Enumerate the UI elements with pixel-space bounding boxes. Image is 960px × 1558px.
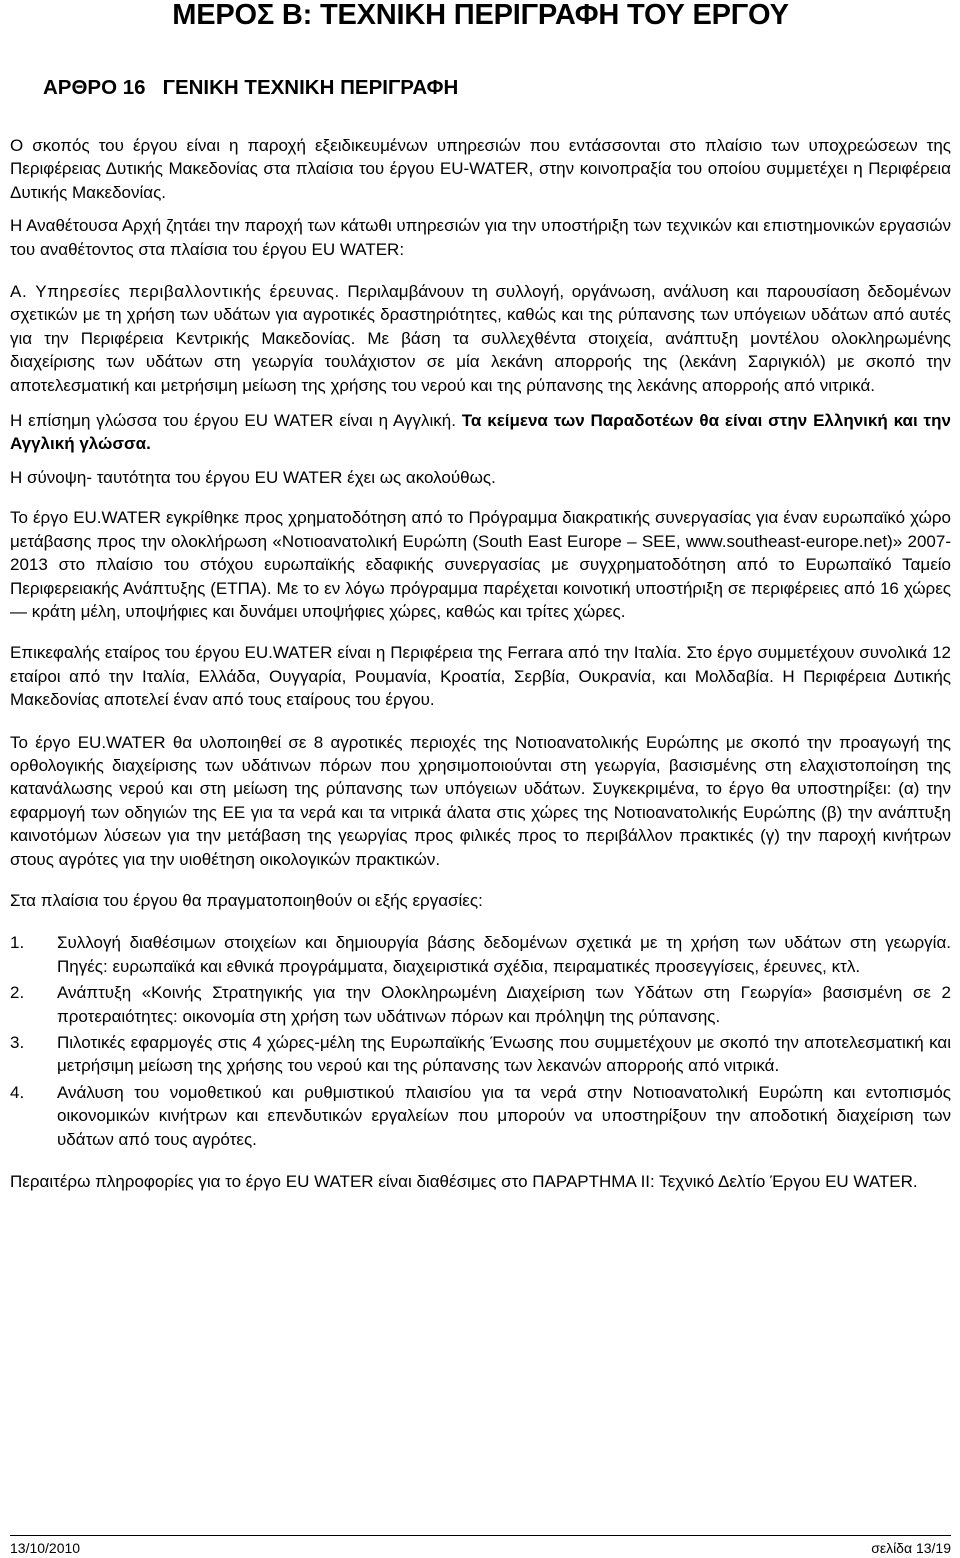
section-a-paragraph bbox=[10, 280, 951, 397]
footer-date: 13/10/2010 bbox=[10, 1540, 81, 1556]
part-title: ΜΕΡΟΣ Β: ΤΕΧΝΙΚΗ ΠΕΡΙΓΡΑΦΗ ΤΟΥ ΕΡΓΟΥ bbox=[172, 0, 789, 31]
intro-paragraph: Ο σκοπός του έργου είναι η παροχή εξειδικευμένων υπηρεσιών που εντάσσονται στο πλαίσιο των υποχρεώσεων της Περιφέρειας Δυτικής Μακεδονίας στα πλαίσια του έργου EU-WATER, στην κοινοπραξία του οποίου συμμετέχει η Περιφέρεια Δυτικής Μακεδονίας. bbox=[10, 136, 951, 202]
authority-paragraph: Η Αναθέτουσα Αρχή ζητάει την παροχή των κάτωθι υπηρεσιών για την υποστήριξη των τεχνικών και επιστημονικών εργασιών του αναθέτοντος στα πλαίσια του έργου EU WATER: bbox=[10, 216, 951, 259]
list-item-number: 3. bbox=[10, 1033, 25, 1052]
article-title bbox=[43, 76, 951, 100]
more-info-paragraph: Περαιτέρω πληροφορίες για το έργο EU WATER είναι διαθέσιμες στο ΠΑΡΑΡΤΗΜΑ ΙΙ: Τεχνικό Δελτίο Έργου EU WATER. bbox=[10, 1172, 918, 1192]
list-item-number: 1. bbox=[10, 933, 25, 953]
article-title-text: ΑΡΘΡΟ 16 ΓΕΝΙΚΗ ΤΕΧΝΙΚΗ ΠΕΡΙΓΡΑΦΗ bbox=[43, 76, 459, 99]
tasks-list bbox=[10, 931, 951, 1151]
list-item bbox=[10, 1081, 951, 1151]
footer-page-number: σελίδα 13/19 bbox=[871, 1540, 951, 1556]
language-paragraph bbox=[10, 409, 951, 456]
document-page bbox=[10, 0, 951, 1193]
list-item bbox=[10, 931, 951, 978]
list-item-text: Ανάλυση του νομοθετικού και ρυθμιστικού πλαισίου για τα νερά στην Νοτιοανατολική Ευρώπη και εντοπισμός οικονομικών κινήτρων και επενδυτικών εργαλείων που μπορούν να υποστηρίξουν την αποδοτική διαχείριση των υδάτων από τους αγρότες. bbox=[57, 1082, 951, 1149]
list-item-text: Ανάπτυξη «Κοινής Στρατηγικής για την Ολοκληρωμένη Διαχείριση των Υδάτων στη Γεωργία» βασισμένη σε 2 προτεραιότητες: οικονομία στη χρήση των υδάτινων πόρων και πρόληψη της ρύπανσης. bbox=[57, 983, 951, 1026]
implementation-paragraph: Το έργο EU.WATER θα υλοποιηθεί σε 8 αγροτικές περιοχές της Νοτιοανατολικής Ευρώπης με σκοπό την προαγωγή της ορθολογικής διαχείρισης των υδάτινων πόρων που χρησιμοποιούνται στη γεωργία, βασισμένης στη ελαχιστοποίηση της κατανάλωσης νερού και στη μείωση της ρύπανσης των υπόγειων υδάτων. Συγκεκριμένα, το έργο θα υποστηρίξει: (α) την εφαρμογή των οδηγιών της ΕΕ για τα νερά και τα νιτρικά άλατα στις χώρες της Νοτιοανατολικής Ευρώπης (β) την ανάπτυξη καινοτόμων λύσεων για την μετάβαση της γεωργίας προς φιλικές προς το περιβάλλον πρακτικές (γ) την παροχή κινήτρων στους αγρότες για την υιοθέτηση οικολογικών πρακτικών. bbox=[10, 732, 951, 869]
lead-partner-paragraph: Επικεφαλής εταίρος του έργου EU.WATER είναι η Περιφέρεια της Ferrara από την Ιταλία. Στο έργο συμμετέχουν συνολικά 12 εταίροι από την Ιταλία, Ελλάδα, Ουγγαρία, Ρουμανία, Κροατία, Σερβία, Ουκρανία, και Μολδαβία. Η Περιφέρεια Δυτικής Μακεδονίας αποτελεί έναν από τους εταίρους του έργου. bbox=[10, 643, 951, 710]
list-item bbox=[10, 1031, 951, 1078]
summary-paragraph: Η σύνοψη- ταυτότητα του έργου EU WATER έχει ως ακολούθως. bbox=[10, 467, 496, 487]
language-plain-text: Η επίσημη γλώσσα του έργου EU WATER είναι η Αγγλική. bbox=[10, 411, 462, 431]
list-item-number: 4. bbox=[10, 1082, 25, 1102]
tasks-intro-paragraph: Στα πλαίσια του έργου θα πραγματοποιηθούν οι εξής εργασίες: bbox=[10, 890, 483, 910]
list-item bbox=[10, 981, 951, 1028]
list-item-number: 2. bbox=[10, 983, 25, 1003]
list-item-text: Πιλοτικές εφαρμογές στις 4 χώρες-μέλη της Ευρωπαϊκής Ένωσης που συμμετέχουν με σκοπό την αποτελεσματική και μετρήσιμη μείωση της χρήσης του νερού και της ρύπανσης των λεκανών απορροής από νιτρικά. bbox=[57, 1033, 951, 1076]
section-a-text: Περιλαμβάνουν τη συλλογή, οργάνωση, ανάλυση και παρουσίαση δεδομένων σχετικών με τη χρήση των υδάτων για αγροτικές δραστηριότητες, καθώς και της ρύπανσης των υπόγειων υδάτων από αυτές για την Περιφέρεια Κεντρικής Μακεδονίας. Με βάση τα συλλεχθέντα στοιχεία, ανάπτυξη μοντέλου ολοκληρωμένης διαχείρισης των υδάτων στη γεωργία τουλάχιστον σε μία λεκάνη απορροής της (λεκάνη Σαριγκιόλ) με σκοπό την αποτελεσματική και μετρήσιμη μείωση της χρήσης του νερού και της ρύπανσης της λεκάνης απορροής από νιτρικά. bbox=[10, 282, 951, 395]
page-footer bbox=[10, 1535, 951, 1558]
language-bold-text: Τα κείμενα των Παραδοτέων θα είναι στην Ελληνική και την Αγγλική γλώσσα. bbox=[10, 411, 951, 454]
list-item-text: Συλλογή διαθέσιμων στοιχείων και δημιουργία βάσης δεδομένων σχετικά με τη χρήση των υδάτων στη γεωργία. Πηγές: ευρωπαϊκά και εθνικά προγράμματα, διαχειριστικά σχέδια, πειραματικές προσεγγίσεις, έρευνες, κτλ. bbox=[57, 933, 951, 976]
section-a-label: Α. Υπηρεσίες περιβαλλοντικής έρευνας. bbox=[10, 282, 340, 302]
programme-paragraph: Το έργο EU.WATER εγκρίθηκε προς χρηματοδότηση από το Πρόγραμμα διακρατικής συνεργασίας για έναν ευρωπαϊκό χώρο μετάβασης προς την ολοκλήρωση «Νοτιοανατολική Ευρώπη (South East Europe – SEE, www.southeast-europe.net)» 2007-2013 στο πλαίσιο του στόχου ευρωπαϊκής εδαφικής συνεργασίας με συγχρηματοδότηση από το Ευρωπαϊκό Ταμείο Περιφερειακής Ανάπτυξης (ΕΤΠΑ). Με το εν λόγω πρόγραμμα παρέχεται κοινοτική υποστήριξη σε περιφέρειες από 16 χώρες — κράτη μέλη, υποψήφιες και δυνάμει υποψήφιες χώρες, καθώς και τρίτες χώρες. bbox=[10, 508, 951, 621]
